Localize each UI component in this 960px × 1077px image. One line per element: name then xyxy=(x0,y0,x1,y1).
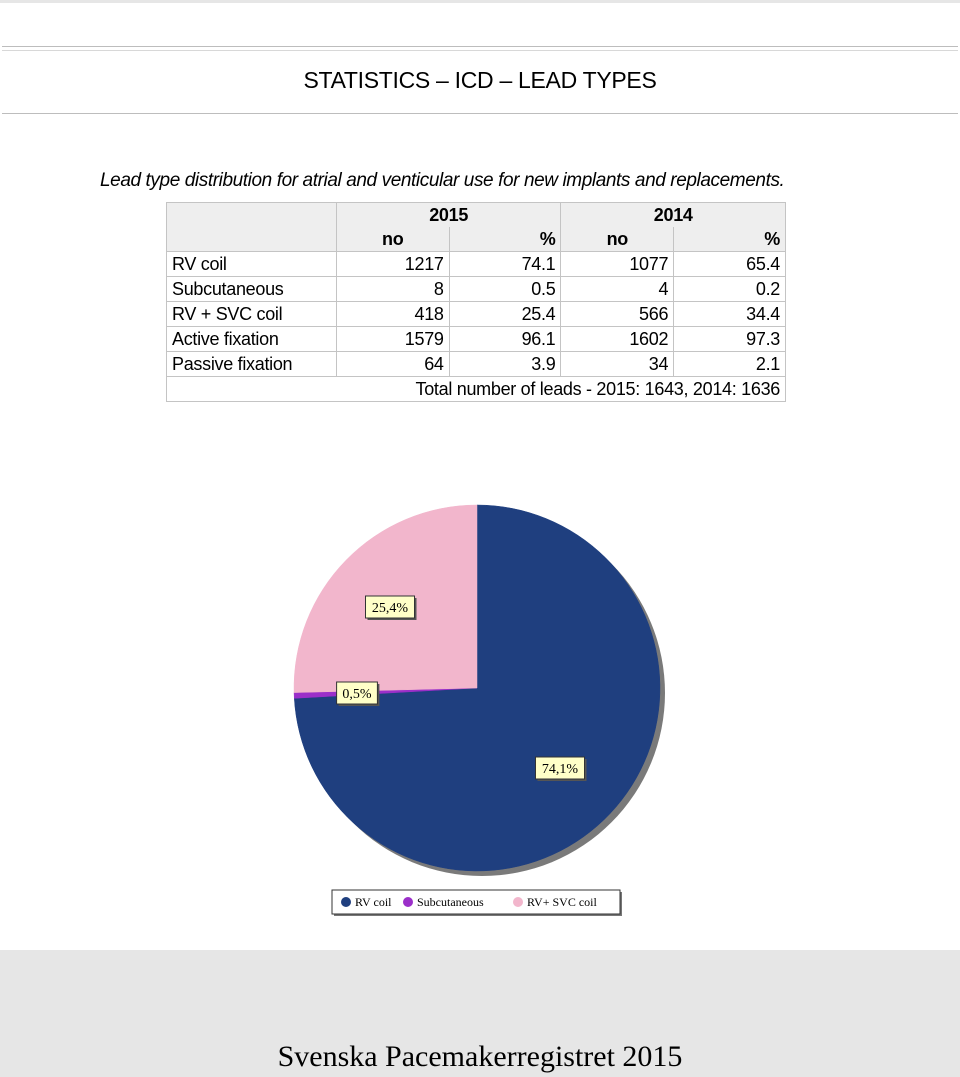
cell-value: 0.2 xyxy=(674,277,786,302)
cell-value: 34 xyxy=(561,352,674,377)
pie-chart xyxy=(0,490,960,930)
slice-label: 74,1% xyxy=(541,762,579,777)
cell-value: 3.9 xyxy=(449,352,561,377)
cell-value: 65.4 xyxy=(674,252,786,277)
cell-value: 1602 xyxy=(561,327,674,352)
pie-chart-area xyxy=(0,490,960,930)
table-row xyxy=(167,352,786,377)
legend-swatch xyxy=(403,897,413,907)
year-header: 2015 xyxy=(336,203,561,228)
cell-value: 566 xyxy=(561,302,674,327)
cell-value: 2.1 xyxy=(674,352,786,377)
legend-entry: RV+ SVC coil xyxy=(527,895,597,909)
column-header: no xyxy=(336,227,449,252)
column-header: no xyxy=(561,227,674,252)
cell-value: 34.4 xyxy=(674,302,786,327)
table-row xyxy=(167,277,786,302)
year-header: 2014 xyxy=(561,203,786,228)
lead-types-table xyxy=(166,202,786,402)
cell-value: 96.1 xyxy=(449,327,561,352)
cell-value: 64 xyxy=(336,352,449,377)
row-label: Active fixation xyxy=(167,327,337,352)
slice-label: 0,5% xyxy=(342,687,372,702)
column-header: % xyxy=(674,227,786,252)
row-label: RV + SVC coil xyxy=(167,302,337,327)
legend-entry: Subcutaneous xyxy=(417,895,484,909)
cell-value: 74.1 xyxy=(449,252,561,277)
cell-value: 1217 xyxy=(336,252,449,277)
column-header: % xyxy=(449,227,561,252)
table-row xyxy=(167,252,786,277)
table-total-row xyxy=(167,377,786,402)
table-header-year-row xyxy=(167,203,786,228)
total-leads: Total number of leads - 2015: 1643, 2014: 1636 xyxy=(167,377,786,402)
table-header-corner xyxy=(167,203,337,252)
cell-value: 25.4 xyxy=(449,302,561,327)
cell-value: 0.5 xyxy=(449,277,561,302)
table-row xyxy=(167,302,786,327)
row-label: Passive fixation xyxy=(167,352,337,377)
top-bar xyxy=(0,0,960,3)
row-label: Subcutaneous xyxy=(167,277,337,302)
cell-value: 1579 xyxy=(336,327,449,352)
page-title: STATISTICS – ICD – LEAD TYPES xyxy=(303,67,657,93)
footer-text: Svenska Pacemakerregistret 2015 xyxy=(277,1040,683,1073)
table-caption: Lead type distribution for atrial and venticular use for new implants and replacements. xyxy=(100,170,785,191)
legend-swatch xyxy=(513,897,523,907)
title-band xyxy=(2,46,958,114)
title-band-rule xyxy=(2,50,958,51)
slice-label: 25,4% xyxy=(371,601,409,616)
cell-value: 8 xyxy=(336,277,449,302)
cell-value: 1077 xyxy=(561,252,674,277)
legend-swatch xyxy=(341,897,351,907)
cell-value: 4 xyxy=(561,277,674,302)
cell-value: 97.3 xyxy=(674,327,786,352)
row-label: RV coil xyxy=(167,252,337,277)
cell-value: 418 xyxy=(336,302,449,327)
table-row xyxy=(167,327,786,352)
legend-entry: RV coil xyxy=(355,895,392,909)
